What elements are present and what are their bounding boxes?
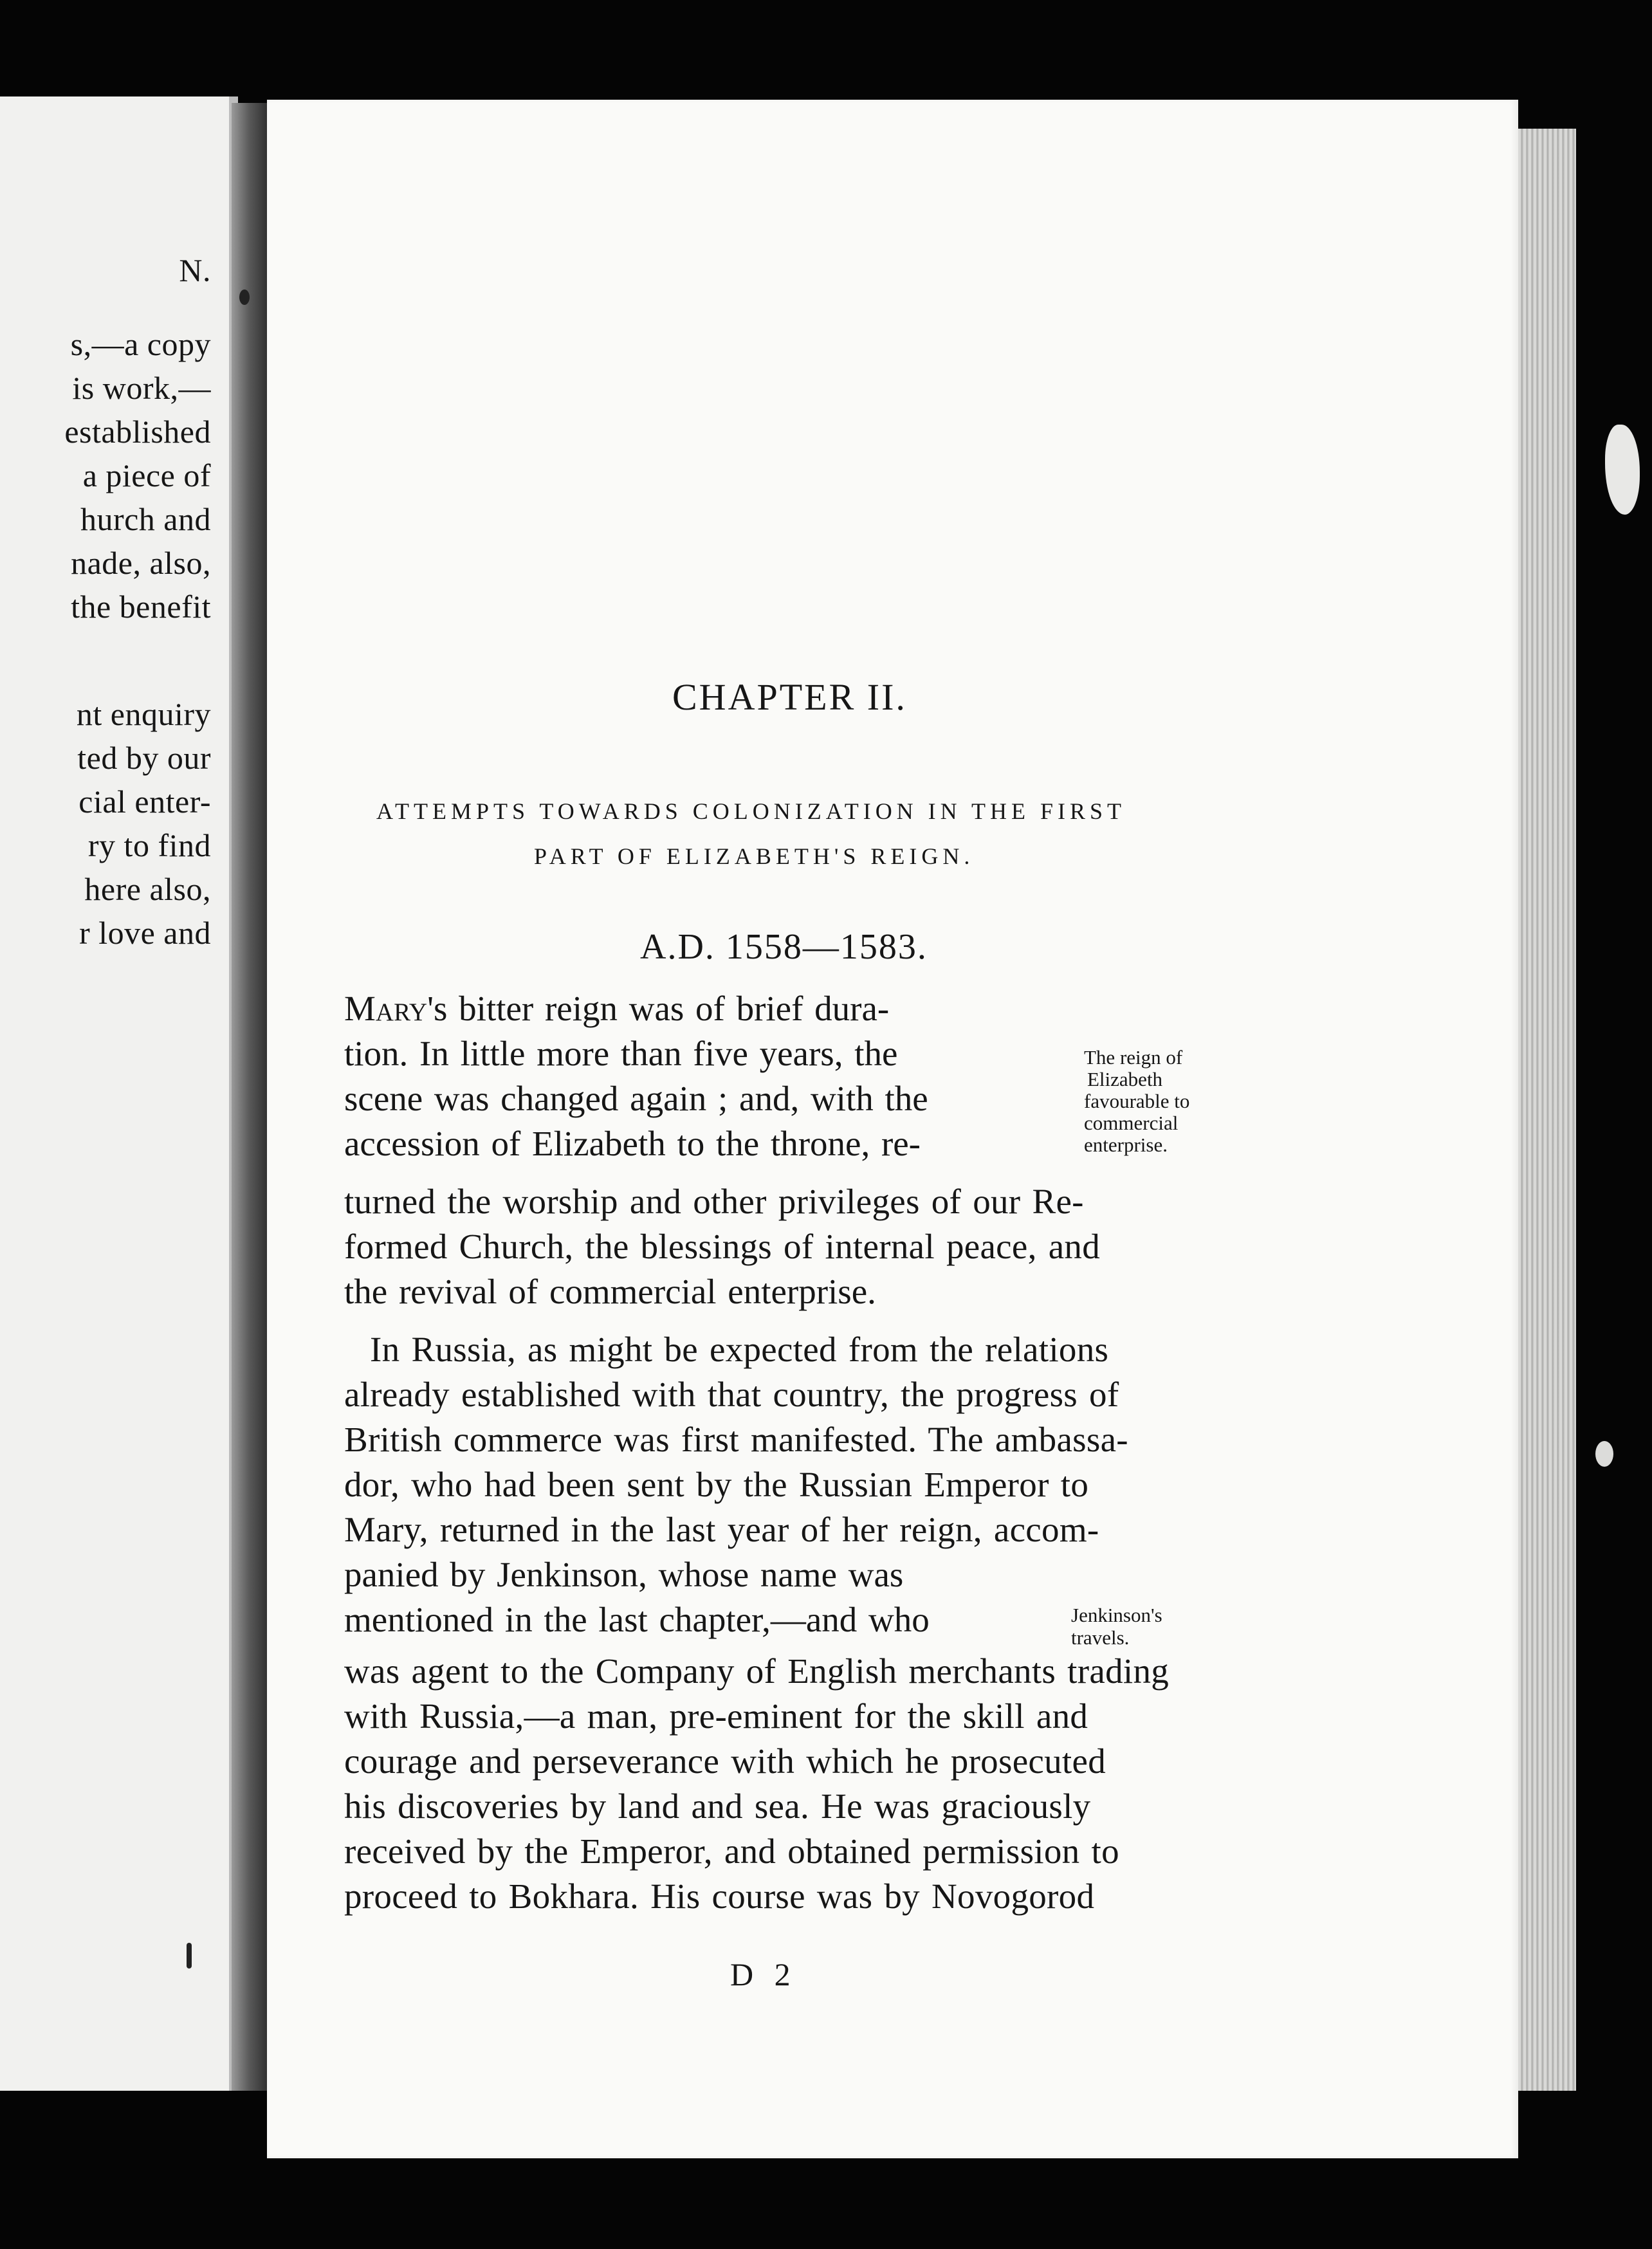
paragraph-line: with Russia,—a man, pre-eminent for the skill and bbox=[344, 1696, 1088, 1736]
paragraph-line: panied by Jenkinson, whose name was bbox=[344, 1555, 904, 1594]
marginal-note-line: favourable to bbox=[1084, 1090, 1190, 1112]
book-gutter bbox=[232, 103, 270, 2091]
left-page-line: is work,— bbox=[72, 370, 211, 406]
marginal-note-line: commercial bbox=[1084, 1112, 1179, 1134]
left-page-line: nt enquiry bbox=[76, 696, 211, 732]
marginal-note-line: Elizabeth bbox=[1087, 1068, 1163, 1090]
left-page-line: s,—a copy bbox=[70, 326, 211, 362]
paragraph-line: the revival of commercial enterprise. bbox=[344, 1272, 876, 1311]
paragraph-line: Mary, returned in the last year of her reign, accom- bbox=[344, 1510, 1099, 1549]
page-edges bbox=[1518, 129, 1576, 2091]
left-page-line: ry to find bbox=[87, 827, 211, 863]
paragraph-line: dor, who had been sent by the Russian Emperor to bbox=[344, 1465, 1089, 1504]
paragraph-line: In Russia, as might be expected from the relations bbox=[370, 1330, 1109, 1369]
left-page-line: the benefit bbox=[71, 589, 211, 625]
left-page-line: ted by our bbox=[77, 740, 211, 776]
paragraph-line: formed Church, the blessings of internal peace, and bbox=[344, 1227, 1101, 1266]
paragraph-line: proceed to Bokhara. His course was by Novogorod bbox=[344, 1877, 1095, 1916]
paragraph-line: received by the Emperor, and obtained permission to bbox=[344, 1831, 1119, 1871]
binding-speck bbox=[239, 289, 250, 305]
paragraph-line bbox=[344, 991, 889, 1026]
chapter-subtitle-line: ATTEMPTS TOWARDS COLONIZATION IN THE FIRST bbox=[376, 798, 1126, 824]
marginal-note-line: travels. bbox=[1071, 1626, 1130, 1649]
paragraph-line: tion. In little more than five years, the bbox=[344, 1034, 898, 1073]
paragraph-line-text: 's bitter reign was of brief dura- bbox=[427, 989, 890, 1028]
left-page-line: N. bbox=[179, 252, 211, 288]
chapter-subtitle-line: PART OF ELIZABETH'S REIGN. bbox=[534, 843, 975, 869]
left-page-line: established bbox=[64, 414, 211, 450]
marginal-note-line: Jenkinson's bbox=[1071, 1604, 1162, 1626]
paragraph-line: courage and perseverance with which he prosecuted bbox=[344, 1741, 1106, 1781]
left-page-line: nade, also, bbox=[71, 545, 211, 581]
paragraph-line: already established with that country, the progress of bbox=[344, 1375, 1119, 1414]
paragraph-line: accession of Elizabeth to the throne, re- bbox=[344, 1124, 921, 1163]
date-range: A.D. 1558—1583. bbox=[640, 927, 928, 967]
paragraph-line: his discoveries by land and sea. He was graciously bbox=[344, 1786, 1091, 1826]
left-page-fragment bbox=[0, 96, 238, 2091]
left-page-line: r love and bbox=[79, 915, 211, 951]
paragraph-line: British commerce was first manifested. The ambassa- bbox=[344, 1420, 1128, 1459]
marginal-note-line: The reign of bbox=[1084, 1046, 1183, 1069]
chapter-title: CHAPTER II. bbox=[672, 676, 907, 718]
binding-speck bbox=[187, 1943, 192, 1969]
page-signature: D 2 bbox=[730, 1956, 797, 1992]
paper-stain bbox=[1595, 1441, 1613, 1467]
paragraph-line: turned the worship and other privileges of our Re- bbox=[344, 1182, 1084, 1221]
left-page-line: cial enter- bbox=[78, 784, 211, 820]
left-page-line: a piece of bbox=[82, 457, 211, 493]
marginal-note-line: enterprise. bbox=[1084, 1134, 1168, 1156]
left-page-line: hurch and bbox=[80, 501, 211, 537]
paragraph-line: mentioned in the last chapter,—and who bbox=[344, 1600, 930, 1639]
drop-lead-word: Mary bbox=[344, 989, 428, 1028]
paragraph-line: was agent to the Company of English merchants trading bbox=[344, 1651, 1170, 1691]
paragraph-line: scene was changed again ; and, with the bbox=[344, 1079, 928, 1118]
left-page-line: here also, bbox=[84, 871, 211, 907]
